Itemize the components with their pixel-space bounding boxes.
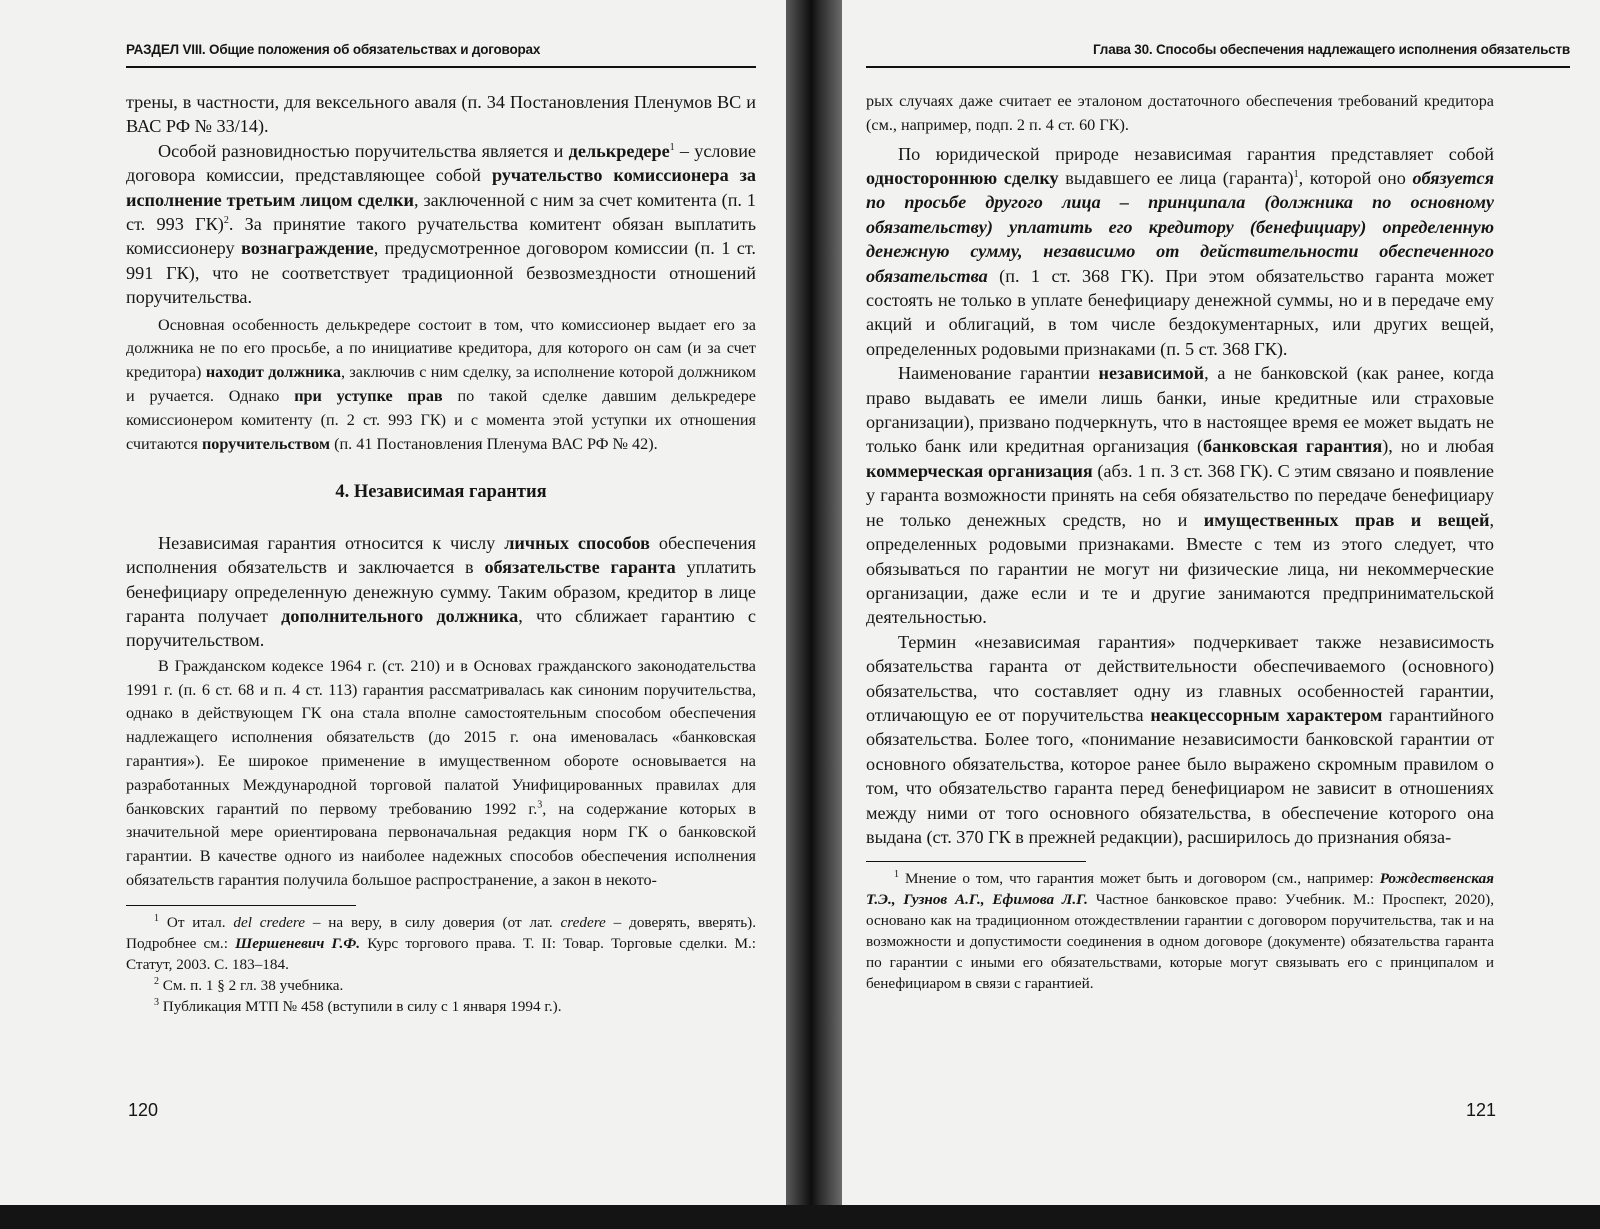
footnote-2: $^2$ См. п. 1 § 2 гл. 38 учебника. (154, 975, 344, 994)
header-rule (866, 66, 1570, 68)
paragraph-small: рых случаях даже считает ее эталоном достаточного обеспечения требований кредитора (см., например, подп. 2 п. 4 ст. 60 ГК). (866, 92, 1494, 134)
running-header-left: РАЗДЕЛ VIII. Общие положения об обязательствах и договорах (126, 42, 541, 57)
section-heading: 4. Независимая гарантия (335, 482, 547, 503)
paragraph: Термин «независимая гарантия» подчеркивает также независимость обязательства гаранта от действительности обеспечиваемого (основного) обязательства, что составляет одну из главных особенностей гарантии, отличающую ее от поручительства неакцессорным характером гарантийного обязательства. Более того, «понимание независимости банковской гарантии от основного обязательства, которое ранее было выражено скромным правилом о том, что обязательство гаранта перед бенефициаром не зависит в отношениях между ними от того основного обязательства, в обеспечение которого она выдана (ст. 370 ГК в прежней редакции), расширилось до признания обяза- (866, 631, 1494, 847)
paragraph: По юридической природе независимая гарантия представляет собой одностороннюю сделку выдавшего ее лица (гаранта)$^1$, которой оно обязуется по просьбе другого лица – принципала (должника по основному обязательству) уплатить его кредитору (бенефициару) определенную денежную сумму, независимо от действительности обеспеченного обязательства (п. 1 ст. 368 ГК). При этом обязательство гаранта может состоять не только в уплате бенефициару денежной суммы, но и в передаче ему акций и облигаций, в том числе бездокументарных, или других вещей, определенных родовыми признаками (п. 5 ст. 368 ГК). (866, 143, 1494, 359)
footnote-ref[interactable]: 1 (669, 141, 675, 153)
right-body-text (866, 90, 1494, 994)
left-body-text (126, 90, 756, 1017)
book-spine-gutter (786, 0, 842, 1229)
footnote-ref[interactable]: 3 (537, 799, 543, 811)
footnote-ref[interactable]: 1 (1293, 168, 1299, 180)
paragraph-small: Основная особенность делькредере состоит в том, что комиссионер выдает его за должника не по его просьбе, а по инициативе кредитора, для которого он сам (и за счет кредитора) находит должника, заключив с ним сделку, за исполнение которой должником и ручается. Однако при уступке прав по такой сделке давшим делькредере комиссионером комитенту (п. 2 ст. 993 ГК) и с момента этой уступки их отношения считаются поручительством (п. 41 Постановления Пленума ВАС РФ № 42). (126, 315, 756, 453)
footnote-ref[interactable]: 2 (223, 214, 229, 226)
paragraph-small: В Гражданском кодексе 1964 г. (ст. 210) и в Основах гражданского законодательства 1991 г. (п. 6 ст. 68 и п. 4 ст. 113) гарантия рассматривалась как синоним поручительства, однако в действующем ГК она стала вполне самостоятельным способом обеспечения надлежащего исполнения обязательств (до 2015 г. она именовалась «банковская гарантия»). Ее широкое применение в имущественном обороте основывается на разработанных Международной торговой палатой Унифицированных правилах для банковских гарантий по первому требованию 1992 г.$^3$, на содержание которых в значительной мере ориентирована первоначальная редакция норм ГК о банковской гарантии. В качестве одного из наиболее надежных способов обеспечения исполнения обязательств гарантия получила большое распространение, а закон в некото- (126, 656, 756, 890)
page-number: 120 (128, 1100, 159, 1120)
left-page (0, 0, 786, 1205)
footnote-1: $^1$ Мнение о том, что гарантия может быть и договором (см., например: Рождественская Т.Э., Гузнов А.Г., Ефимова Л.Г. Частное банковское право: Учебник. М.: Проспект, 2020), основано как на традиционном отождествлении гарантии с договором поручительства, так и на возможности и допустимости соединения в одном договоре (документе) обязательства гаранта по гарантии с иными его обязательствами, которые могут связывать его с принципалом и бенефициаром в связи с гарантией. (866, 869, 1494, 993)
paragraph: Наименование гарантии независимой, а не банковской (как ранее, когда право выдавать ее имели лишь банки, иные кредитные или страховые организации), призвано подчеркнуть, что в настоящее время ее может выдать не только банк или кредитная организация (банковская гарантия), но и любая коммерческая организация (абз. 1 п. 3 ст. 368 ГК). С этим связано и появление у гаранта возможности принять на себя обязательство по передаче бенефициару не только денежных средств, но и имущественных прав и вещей, определенных родовыми признаками. Вместе с тем из этого следует, что обязываться по гарантии не могут ни физические лица, ни некоммерческие организации, даже если и те и другие занимаются предпринимательской деятельностью. (866, 363, 1495, 628)
footnote-rule (126, 905, 356, 906)
footnote-3: $^3$ Публикация МТП № 458 (вступили в силу с 1 января 1994 г.). (154, 996, 562, 1015)
running-header-right: Глава 30. Способы обеспечения надлежащего исполнения обязательств (1093, 42, 1570, 57)
scan-bottom-edge (0, 1205, 1600, 1229)
paragraph: трены, в частности, для вексельного аваля (п. 34 Постановления Пленумов ВС и ВАС РФ № 33/14). (126, 92, 756, 137)
paragraph: Независимая гарантия относится к числу личных способов обеспечения исполнения обязательств и заключается в обязательстве гаранта уплатить бенефициару определенную денежную сумму. Таким образом, кредитор в лице гаранта получает дополнительного должника, что сближает гарантию с поручительством. (126, 532, 757, 651)
paragraph: Особой разновидностью поручительства является и делькредере$^1$ – условие договора комиссии, представляющее собой ручательство комиссионера за исполнение третьим лицом сделки, заключенной с ним за счет комитента (п. 1 ст. 993 ГК)$^2$. За принятие такого ручательства комитент обязан выплатить комиссионеру вознаграждение, предусмотренное договором комиссии (п. 1 ст. 991 ГК), что не соответствует традиционной безвозмездности отношений поручительства. (126, 140, 757, 308)
footnote-1: $^1$ От итал. del credere – на веру, в силу доверия (от лат. credere – доверять, вверять). Подробнее см.: Шершеневич Г.Ф. Курс торгового права. Т. II: Товар. Торговые сделки. М.: Статут, 2003. С. 183–184. (126, 912, 757, 973)
footnote-rule (866, 861, 1086, 862)
page-number: 121 (1465, 1100, 1496, 1120)
header-rule (126, 66, 756, 68)
right-page (842, 0, 1600, 1205)
